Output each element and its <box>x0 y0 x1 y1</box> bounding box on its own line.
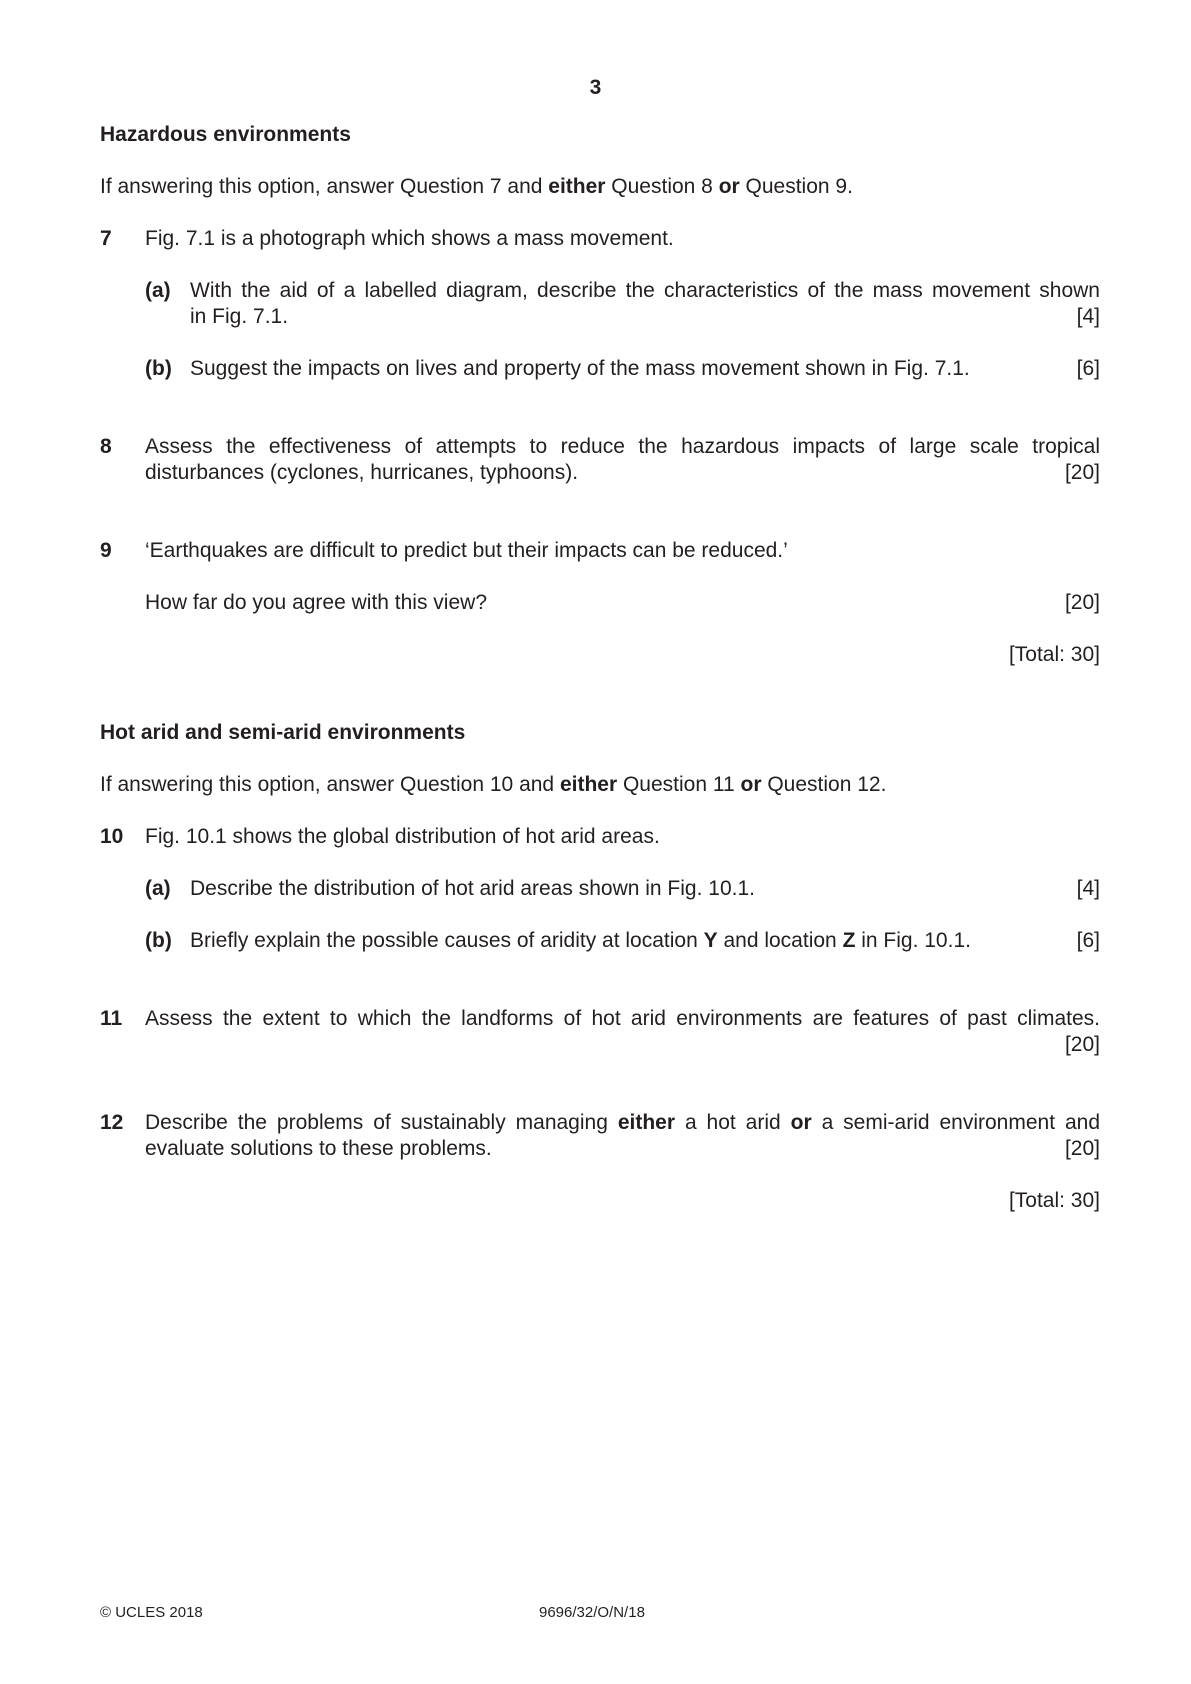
question-text: Assess the extent to which the landforms of hot arid environments are features of past climates. <box>145 1007 1100 1030</box>
part-text: Suggest the impacts on lives and property of the mass movement shown in Fig. 7.1. <box>190 357 970 380</box>
section-intro-hot-arid: If answering this option, answer Question 10 and either Question 11 or Question 12. <box>100 773 887 796</box>
question-number: 11 <box>100 1007 123 1030</box>
question-quote: ‘Earthquakes are difficult to predict but their impacts can be reduced.’ <box>145 539 788 562</box>
mark-allocation: [20] <box>1064 591 1100 614</box>
part-label: (a) <box>145 877 171 900</box>
part-text: Describe the distribution of hot arid areas shown in Fig. 10.1. <box>190 877 755 900</box>
mark-allocation: [6] <box>1076 929 1100 952</box>
section-total: [Total: 30] <box>1008 643 1100 666</box>
question-11 <box>100 1006 1100 1058</box>
section-title-hazardous: Hazardous environments <box>100 123 351 146</box>
question-number: 8 <box>100 435 112 458</box>
question-text-line: Describe the problems of sustainably managing either a hot arid or a semi-arid environment and <box>145 1111 1100 1134</box>
question-number: 10 <box>100 825 124 848</box>
part-text-line: in Fig. 7.1. <box>190 305 289 328</box>
part-label: (a) <box>145 279 171 302</box>
question-8 <box>100 434 1100 486</box>
question-text-line: evaluate solutions to these problems. <box>145 1137 492 1160</box>
footer-copyright: © UCLES 2018 <box>100 1604 203 1621</box>
question-text: Fig. 10.1 shows the global distribution of hot arid areas. <box>145 825 660 848</box>
mark-allocation: [6] <box>1076 357 1100 380</box>
question-text-line: Assess the effectiveness of attempts to reduce the hazardous impacts of large scale tropical <box>145 435 1100 458</box>
part-label: (b) <box>145 929 172 952</box>
question-text-line: disturbances (cyclones, hurricanes, typhoons). <box>145 461 579 484</box>
question-number: 12 <box>100 1111 124 1134</box>
question-12 <box>100 1110 1100 1162</box>
question-number: 7 <box>100 227 112 250</box>
question-text: Fig. 7.1 is a photograph which shows a mass movement. <box>145 227 674 250</box>
mark-allocation: [20] <box>1064 461 1100 484</box>
section-intro-hazardous: If answering this option, answer Question 7 and either Question 8 or Question 9. <box>100 175 853 198</box>
mark-allocation: [4] <box>1076 877 1100 900</box>
mark-allocation: [20] <box>1064 1033 1100 1056</box>
question-text: How far do you agree with this view? <box>145 591 487 614</box>
part-text: Briefly explain the possible causes of aridity at location Y and location Z in Fig. 10.1. <box>190 929 971 952</box>
footer-paper-code: 9696/32/O/N/18 <box>539 1604 645 1621</box>
part-label: (b) <box>145 357 172 380</box>
section-total: [Total: 30] <box>1008 1189 1100 1212</box>
mark-allocation: [20] <box>1064 1137 1100 1160</box>
part-text-line: With the aid of a labelled diagram, describe the characteristics of the mass movement shown <box>190 279 1100 302</box>
question-7a <box>145 278 1100 330</box>
section-title-hot-arid: Hot arid and semi-arid environments <box>100 721 466 744</box>
question-number: 9 <box>100 539 112 562</box>
mark-allocation: [4] <box>1076 305 1100 328</box>
page-number: 3 <box>589 76 602 99</box>
